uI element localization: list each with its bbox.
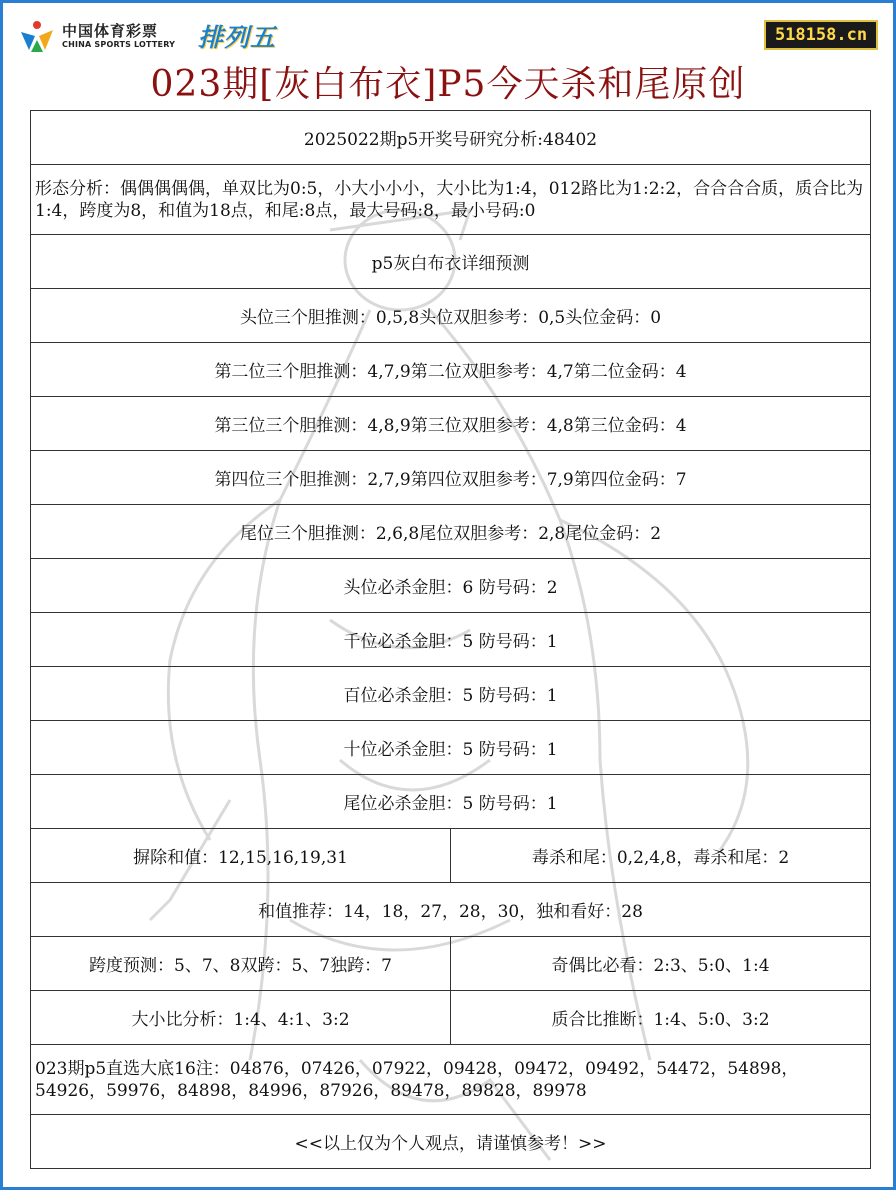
tail-kill-number: 尾位必杀金胆：5 防号码：1 — [31, 775, 871, 829]
site-badge[interactable]: 518158.cn — [764, 20, 878, 50]
issue-analysis-header: 2025022期p5开奖号研究分析:48402 — [31, 111, 871, 165]
span-prediction: 跨度预测：5、7、8双跨：5、7独跨：7 — [31, 937, 451, 991]
big-small-ratio: 大小比分析：1:4、4:1、3:2 — [31, 991, 451, 1045]
excluded-sums: 摒除和值：12,15,16,19,31 — [31, 829, 451, 883]
killed-sum-tails: 毒杀和尾：0,2,4,8，毒杀和尾：2 — [451, 829, 871, 883]
first-position-prediction: 头位三个胆推测：0,5,8头位双胆参考：0,5头位金码：0 — [31, 289, 871, 343]
lottery-logo — [18, 16, 278, 56]
page-title: 023期[灰白布衣]P5今天杀和尾原创 — [150, 64, 746, 105]
second-position-prediction: 第二位三个胆推测：4,7,9第二位双胆参考：4,7第二位金码：4 — [31, 343, 871, 397]
fourth-position-prediction: 第四位三个胆推测：2,7,9第四位双胆参考：7,9第四位金码：7 — [31, 451, 871, 505]
disclaimer: <<以上仅为个人观点，请谨慎参考！>> — [31, 1115, 871, 1169]
direct-selection-base: 023期p5直选大底16注：04876，07426，07922，09428，09472，09492，54472，54898，54926，59976，84898，84996，87926，89478，89828，89978 — [31, 1045, 871, 1115]
third-position-prediction: 第三位三个胆推测：4,8,9第三位双胆参考：4,8第三位金码：4 — [31, 397, 871, 451]
odd-even-ratio: 奇偶比必看：2:3、5:0、1:4 — [451, 937, 871, 991]
thousands-kill-number: 千位必杀金胆：5 防号码：1 — [31, 613, 871, 667]
sum-recommendation: 和值推荐：14，18，27，28，30，独和看好：28 — [31, 883, 871, 937]
logo-chinese-text: 中国体育彩票 — [62, 22, 159, 40]
head-kill-number: 头位必杀金胆：6 防号码：2 — [31, 559, 871, 613]
header — [0, 0, 896, 108]
last-position-prediction: 尾位三个胆推测：2,6,8尾位双胆参考：2,8尾位金码：2 — [31, 505, 871, 559]
prediction-table — [30, 110, 871, 1169]
prime-composite-ratio: 质合比推断：1:4、5:0、3:2 — [451, 991, 871, 1045]
logo-game-name: 排列五 — [198, 23, 277, 52]
lottery-logo-icon — [18, 18, 56, 54]
logo-english-text: CHINA SPORTS LOTTERY — [62, 40, 176, 49]
pattern-analysis: 形态分析：偶偶偶偶偶，单双比为0:5，小大小小小，大小比为1:4，012路比为1:2:2，合合合合质，质合比为1:4，跨度为8，和值为18点，和尾:8点，最大号码:8，最小号码:0 — [31, 165, 871, 235]
hundreds-kill-number: 百位必杀金胆：5 防号码：1 — [31, 667, 871, 721]
prediction-section-title: p5灰白布衣详细预测 — [31, 235, 871, 289]
tens-kill-number: 十位必杀金胆：5 防号码：1 — [31, 721, 871, 775]
